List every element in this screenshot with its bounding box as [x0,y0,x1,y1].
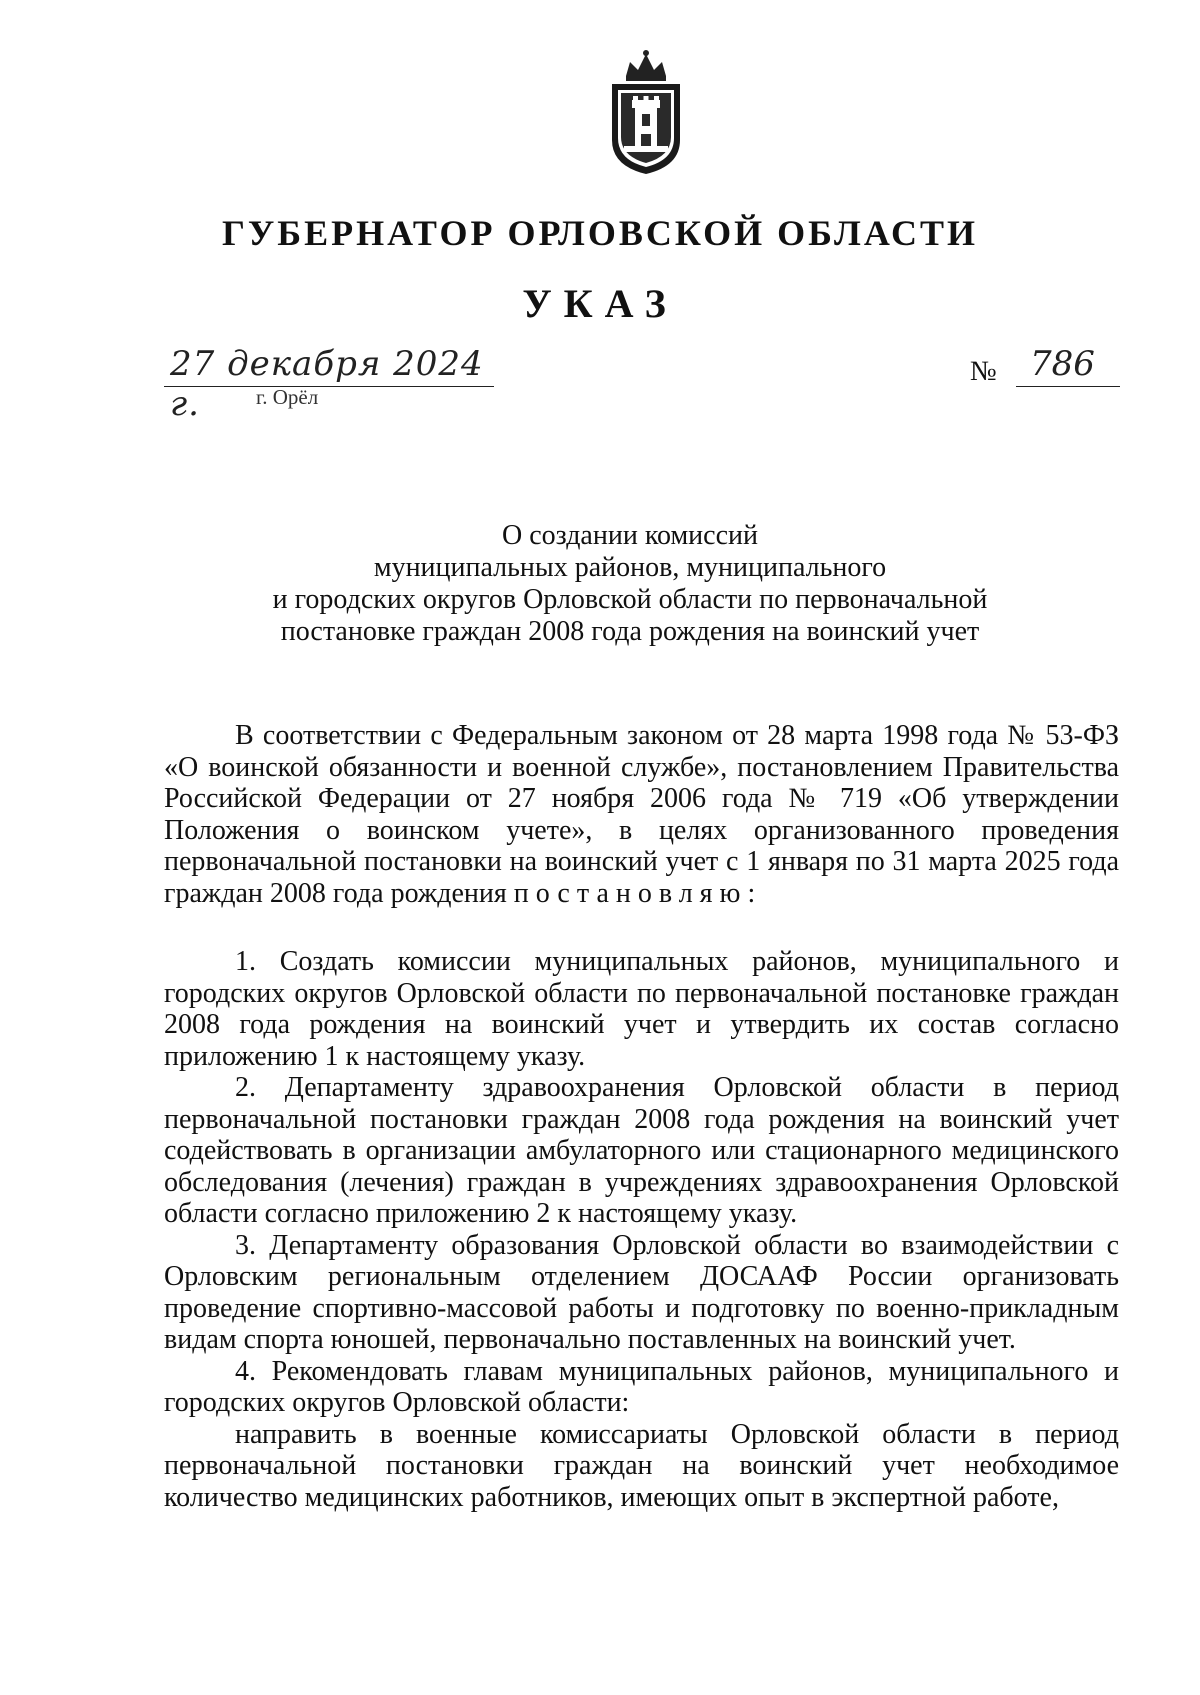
item-paragraph: 2. Департаменту здравоохранения Орловской области в период первоначальной постановки граждан 2008 года рождения на воинский учет содействовать в организации амбулаторного или стационарного медицинского обследования (лечения) граждан в учреждениях здравоохранения Орловской области согласно приложению 2 к настоящему указу. [164,1072,1119,1229]
coat-of-arms-icon [606,48,686,178]
preamble-text: В соответствии с Федеральным законом от 28 марта 1998 года № 53-ФЗ «О воинской обязанности и военной службе», постановлением Правительства Российской Федерации от 27 ноября 2006 года № 719 «Об утверждении Положения о воинском учете», в целях организованного проведения первоначальной постановки на воинский учет с 1 января по 31 марта 2025 года граждан 2008 года рождения [164,720,1119,909]
issuing-authority: ГУБЕРНАТОР ОРЛОВСКОЙ ОБЛАСТИ [221,213,979,253]
title-line: О создании комиссий [501,520,758,551]
city-label: г. Орёл [256,385,319,409]
title-line: постановке граждан 2008 года рождения на воинский учет [280,616,980,647]
decree-items [164,946,1119,1513]
number-line [1016,344,1120,387]
item-paragraph: направить в военные комиссариаты Орловской области в период первоначальной постановки граждан на воинский учет необходимое количество медицинских работников, имеющих опыт в экспертной работе, [164,1418,1119,1513]
document-title [160,520,1100,648]
document-number [970,344,1120,387]
handwritten-number: 786 [1030,344,1095,384]
item-paragraph: 1. Создать комиссии муниципальных районов, муниципального и городских округов Орловской области по первоначальной постановке граждан 2008 года рождения на воинский учет и утвердить их состав согласно приложению 1 к настоящему указу. [164,946,1119,1072]
title-line: и городских округов Орловской области по первоначальной [272,584,988,615]
preamble-paragraph [164,720,1119,909]
number-sign: № [970,356,997,387]
preamble [164,720,1119,909]
document-type: УКАЗ [522,281,678,326]
item-paragraph: 4. Рекомендовать главам муниципальных районов, муниципального и городских округов Орловской области: [164,1355,1119,1418]
item-paragraph: 3. Департаменту образования Орловской области во взаимодействии с Орловским региональным отделением ДОСААФ России организовать проведение спортивно-массовой работы и подготовку по военно-прикладным видам спорта юношей, первоначально поставленных на воинский учет. [164,1229,1119,1355]
decree-word: постановляю: [513,877,763,909]
title-line: муниципальных районов, муниципального [373,552,887,583]
handwritten-date: 27 декабря 2024 г. [170,344,484,424]
